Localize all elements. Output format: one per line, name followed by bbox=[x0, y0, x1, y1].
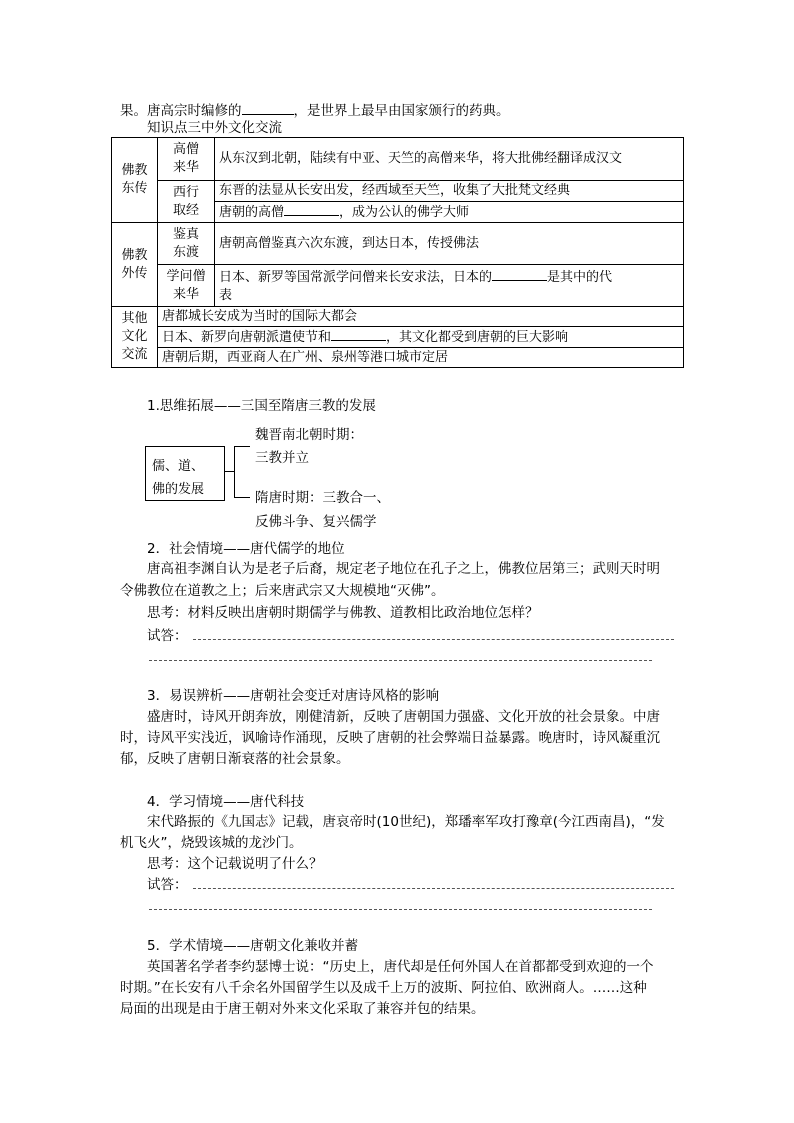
intro-line bbox=[120, 101, 510, 120]
cell-changan: 唐都城长安成为当时的国际大都会 bbox=[158, 307, 684, 327]
q4-answer-line-2[interactable] bbox=[149, 909, 652, 910]
subcategory-jianzhen: 鉴真 东渡 bbox=[158, 223, 215, 265]
q2-paragraph-2: 令佛教位在道教之上；后来唐武宗又大规模地“灭佛”。 bbox=[120, 583, 445, 599]
q2-think: 思考：材料反映出唐朝时期儒学与佛教、道教相比政治地位怎样？ bbox=[147, 605, 539, 621]
branch-wei-jin-detail: 三教并立 bbox=[255, 450, 309, 466]
subcategory-journey-west: 西行 取经 bbox=[158, 181, 215, 223]
q4-paragraph-1: 宋代路振的《九国志》记载，唐哀帝时(10世纪)，郑璠率军攻打豫章(今江西南昌)，“发 bbox=[147, 814, 665, 830]
branch-sui-tang-detail: 反佛斗争、复兴儒学 bbox=[255, 514, 377, 530]
bracket-top-arm bbox=[234, 446, 250, 447]
fill-blank-pharmacopoeia[interactable] bbox=[242, 101, 294, 115]
q2-title: 2．社会情境——唐代儒学的地位 bbox=[147, 541, 345, 557]
bracket-stem bbox=[224, 471, 234, 472]
q4-title: 4．学习情境——唐代科技 bbox=[147, 794, 305, 810]
q1-title: 1.思维拓展——三国至隋唐三教的发展 bbox=[147, 398, 376, 414]
three-teachings-box bbox=[145, 446, 225, 501]
intro-text-after: ，是世界上最早由国家颁行的药典。 bbox=[293, 103, 510, 119]
cell-envoys: 日本、新罗向唐朝派遣使节和 ，其文化都受到唐朝的巨大影响 bbox=[158, 327, 684, 348]
q2-paragraph-1: 唐高祖李渊自认为是老子后裔，规定老子地位在孔子之上，佛教位居第三；武则天时明 bbox=[147, 561, 660, 577]
fill-blank-tang-monk[interactable] bbox=[284, 202, 339, 216]
q3-paragraph-1: 盛唐时，诗风开朗奔放，刚健清新，反映了唐朝国力强盛、文化开放的社会景象。中唐 bbox=[147, 709, 660, 725]
cell-jianzhen: 唐朝高僧鉴真六次东渡，到达日本，传授佛法 bbox=[215, 223, 684, 265]
q5-paragraph-3: 局面的出现是由于唐王朝对外来文化采取了兼容并包的结果。 bbox=[120, 1001, 485, 1017]
branch-sui-tang: 隋唐时期：三教合一、 bbox=[255, 490, 390, 506]
section-title: 知识点三中外文化交流 bbox=[147, 120, 282, 136]
q4-answer-line-1[interactable] bbox=[193, 888, 674, 889]
category-buddhism-east: 佛教 东传 bbox=[112, 138, 158, 223]
q4-paragraph-2: 机飞火”，烧毁该城的龙沙门。 bbox=[120, 835, 303, 851]
cell-scholar-monks: 日本、新罗等国常派学问僧来长安求法，日本的 是其中的代 表 bbox=[215, 265, 684, 307]
q4-think: 思考：这个记载说明了什么？ bbox=[147, 856, 323, 872]
q3-title: 3．易误辨析——唐朝社会变迁对唐诗风格的影响 bbox=[147, 688, 440, 704]
q5-title: 5．学术情境——唐朝文化兼收并蓄 bbox=[147, 938, 359, 954]
q3-paragraph-3: 郁，反映了唐朝日渐衰落的社会景象。 bbox=[120, 751, 350, 767]
q2-answer-line-1[interactable] bbox=[193, 639, 674, 640]
q4-answer-label: 试答： bbox=[147, 877, 188, 893]
fill-blank-envoys[interactable] bbox=[331, 327, 386, 341]
q5-paragraph-2: 时期。”在长安有八千余名外国留学生以及成千上万的波斯、阿拉伯、欧洲商人。……这种 bbox=[120, 980, 647, 996]
branch-wei-jin: 魏晋南北朝时期： bbox=[255, 427, 363, 443]
q3-paragraph-2: 时，诗风平实浅近，讽喻诗作涌现，反映了唐朝的社会弊端日益暴露。晚唐时，诗风凝重沉 bbox=[120, 730, 660, 746]
bracket-vertical bbox=[234, 446, 235, 498]
cell-monks-to-china: 从东汉到北朝，陆续有中亚、天竺的高僧来华，将大批佛经翻译成汉文 bbox=[215, 138, 684, 181]
q2-answer-label: 试答： bbox=[147, 628, 188, 644]
subcategory-scholar-monks: 学问僧 来华 bbox=[158, 265, 215, 307]
cultural-exchange-table bbox=[111, 137, 684, 368]
box-line-1: 儒、道、 bbox=[152, 459, 205, 474]
cell-tang-monk: 唐朝的高僧 ，成为公认的佛学大师 bbox=[215, 202, 684, 223]
cell-merchants: 唐朝后期，西亚商人在广州、泉州等港口城市定居 bbox=[158, 348, 684, 368]
bracket-bottom-arm bbox=[234, 497, 250, 498]
fill-blank-japanese-monk[interactable] bbox=[492, 267, 547, 281]
subcategory-monks-to-china: 高僧 来华 bbox=[158, 138, 215, 181]
box-line-2: 佛的发展 bbox=[152, 482, 205, 497]
category-other-exchange: 其他 文化 交流 bbox=[112, 307, 158, 368]
category-buddhism-out: 佛教 外传 bbox=[112, 223, 158, 307]
q2-answer-line-2[interactable] bbox=[149, 660, 652, 661]
intro-text-before: 果。唐高宗时编修的 bbox=[120, 103, 242, 119]
cell-faxian: 东晋的法显从长安出发，经西域至天竺，收集了大批梵文经典 bbox=[215, 181, 684, 202]
q5-paragraph-1: 英国著名学者李约瑟博士说：“历史上，唐代却是任何外国人在首都都受到欢迎的一个 bbox=[147, 959, 654, 975]
